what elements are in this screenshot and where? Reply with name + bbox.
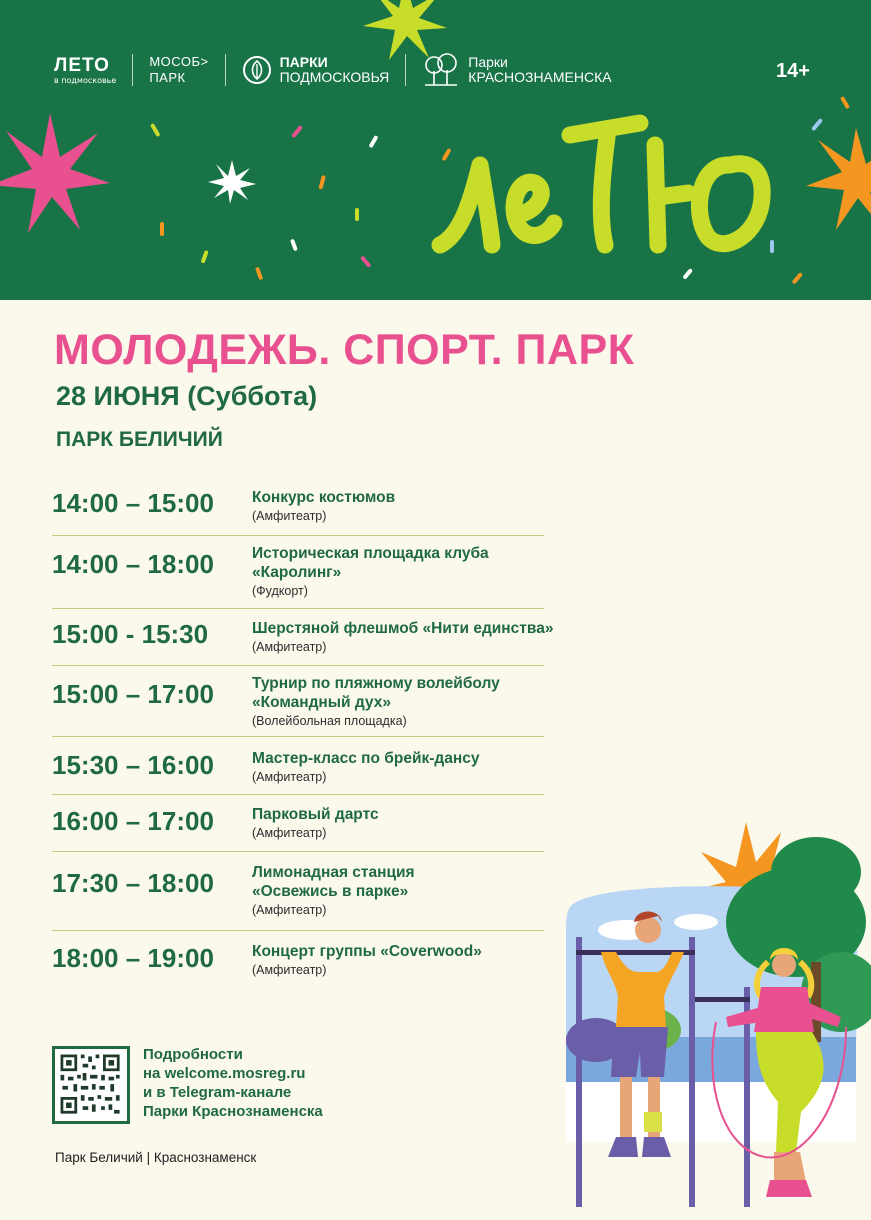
schedule-info: [252, 674, 552, 729]
logo-krasno-line2: КРАСНОЗНАМЕНСКА: [468, 69, 612, 85]
schedule-event-name: Турнир по пляжному волейболу «Командный дух»: [252, 675, 500, 711]
schedule-row: [52, 737, 544, 795]
leto-script-lettering: [430, 105, 790, 275]
schedule-event-name: Мастер-класс по брейк-дансу: [252, 750, 480, 767]
schedule-location: (Амфитеатр): [252, 640, 327, 654]
event-title: МОЛОДЕЖЬ. СПОРТ. ПАРК: [54, 326, 635, 374]
logo-parki-line2: ПОДМОСКОВЬЯ: [279, 69, 390, 85]
schedule-location: (Амфитеатр): [252, 826, 327, 840]
orange-star-icon: [806, 128, 871, 230]
age-rating: 14+: [776, 60, 810, 82]
logo-parki-krasnoznamenska: [422, 53, 611, 87]
header-banner: [0, 0, 871, 300]
schedule-time: 15:30 – 16:00: [52, 750, 214, 780]
schedule-info: [252, 544, 552, 599]
logo-leto-subtext: в подмосковье: [54, 75, 117, 85]
logo-parki-podmoskovya: [242, 55, 390, 86]
schedule-time: 15:00 – 17:00: [52, 679, 214, 709]
details-line2[interactable]: на welcome.mosreg.ru: [143, 1065, 306, 1082]
schedule-location: (Амфитеатр): [252, 770, 327, 784]
footer-location: Парк Беличий | Краснознаменск: [55, 1150, 257, 1165]
schedule-location: (Амфитеатр): [252, 963, 327, 977]
logo-mosob-line1: МОСОБ>: [149, 53, 209, 69]
schedule-time: 16:00 – 17:00: [52, 806, 214, 836]
schedule-time: 17:30 – 18:00: [52, 868, 214, 898]
schedule-location: (Амфитеатр): [252, 509, 327, 523]
schedule-row: [52, 478, 544, 536]
logo-mosob-line2: ПАРК: [149, 70, 186, 85]
schedule-event-name: Историческая площадка клуба «Каролинг»: [252, 545, 489, 581]
schedule-row: [52, 536, 544, 609]
schedule-time: 14:00 – 18:00: [52, 549, 214, 579]
event-date: 28 ИЮНЯ (Суббота): [56, 381, 318, 411]
details-line3: и в Telegram-канале: [143, 1084, 292, 1101]
schedule-row: [52, 931, 544, 991]
schedule-info: [252, 619, 552, 655]
schedule-info: [252, 942, 552, 978]
schedule-event-name: Парковый дартс: [252, 806, 379, 823]
qr-code[interactable]: [52, 1046, 130, 1124]
trees-icon: [422, 53, 460, 87]
logo-divider: [225, 54, 226, 86]
schedule-event-name: Конкурс костюмов: [252, 489, 396, 506]
schedule-list: [52, 478, 554, 991]
schedule-event-name: Концерт группы «Coverwood»: [252, 943, 482, 960]
schedule-info: [252, 863, 552, 918]
schedule-event-name: Шерстяной флешмоб «Нити единства»: [252, 620, 554, 637]
schedule-time: 18:00 – 19:00: [52, 943, 214, 973]
logo-divider: [132, 54, 133, 86]
logo-krasno-line1: Парки: [468, 53, 508, 70]
logo-leto-text: ЛЕТО: [54, 54, 110, 76]
details-line4: Парки Краснознаменска: [143, 1103, 323, 1120]
schedule-info: [252, 488, 552, 524]
schedule-time: 15:00 - 15:30: [52, 619, 209, 649]
logo-divider: [405, 54, 406, 86]
logo-mosobpark: [149, 54, 208, 87]
pink-star-icon: [0, 113, 110, 233]
schedule-info: [252, 749, 552, 785]
logo-leto: [54, 56, 116, 85]
schedule-row: [52, 852, 544, 931]
schedule-event-name: Лимонадная станция «Освежись в парке»: [252, 864, 415, 900]
event-place: ПАРК БЕЛИЧИЙ: [56, 428, 223, 451]
details-line1: Подробности: [143, 1046, 243, 1063]
details-info: [143, 1045, 323, 1121]
schedule-time: 14:00 – 15:00: [52, 488, 214, 518]
schedule-row: [52, 666, 544, 737]
schedule-location: (Амфитеатр): [252, 903, 327, 917]
schedule-info: [252, 805, 552, 841]
schedule-row: [52, 795, 544, 852]
logo-parki-line1: ПАРКИ: [279, 53, 328, 70]
partner-logos: [54, 50, 612, 90]
white-sparkle-icon: [208, 160, 256, 204]
schedule-row: [52, 609, 554, 666]
schedule-location: (Фудкорт): [252, 584, 308, 598]
leaf-icon: [242, 55, 272, 85]
sports-illustration: [556, 812, 871, 1212]
schedule-location: (Волейбольная площадка): [252, 714, 407, 728]
